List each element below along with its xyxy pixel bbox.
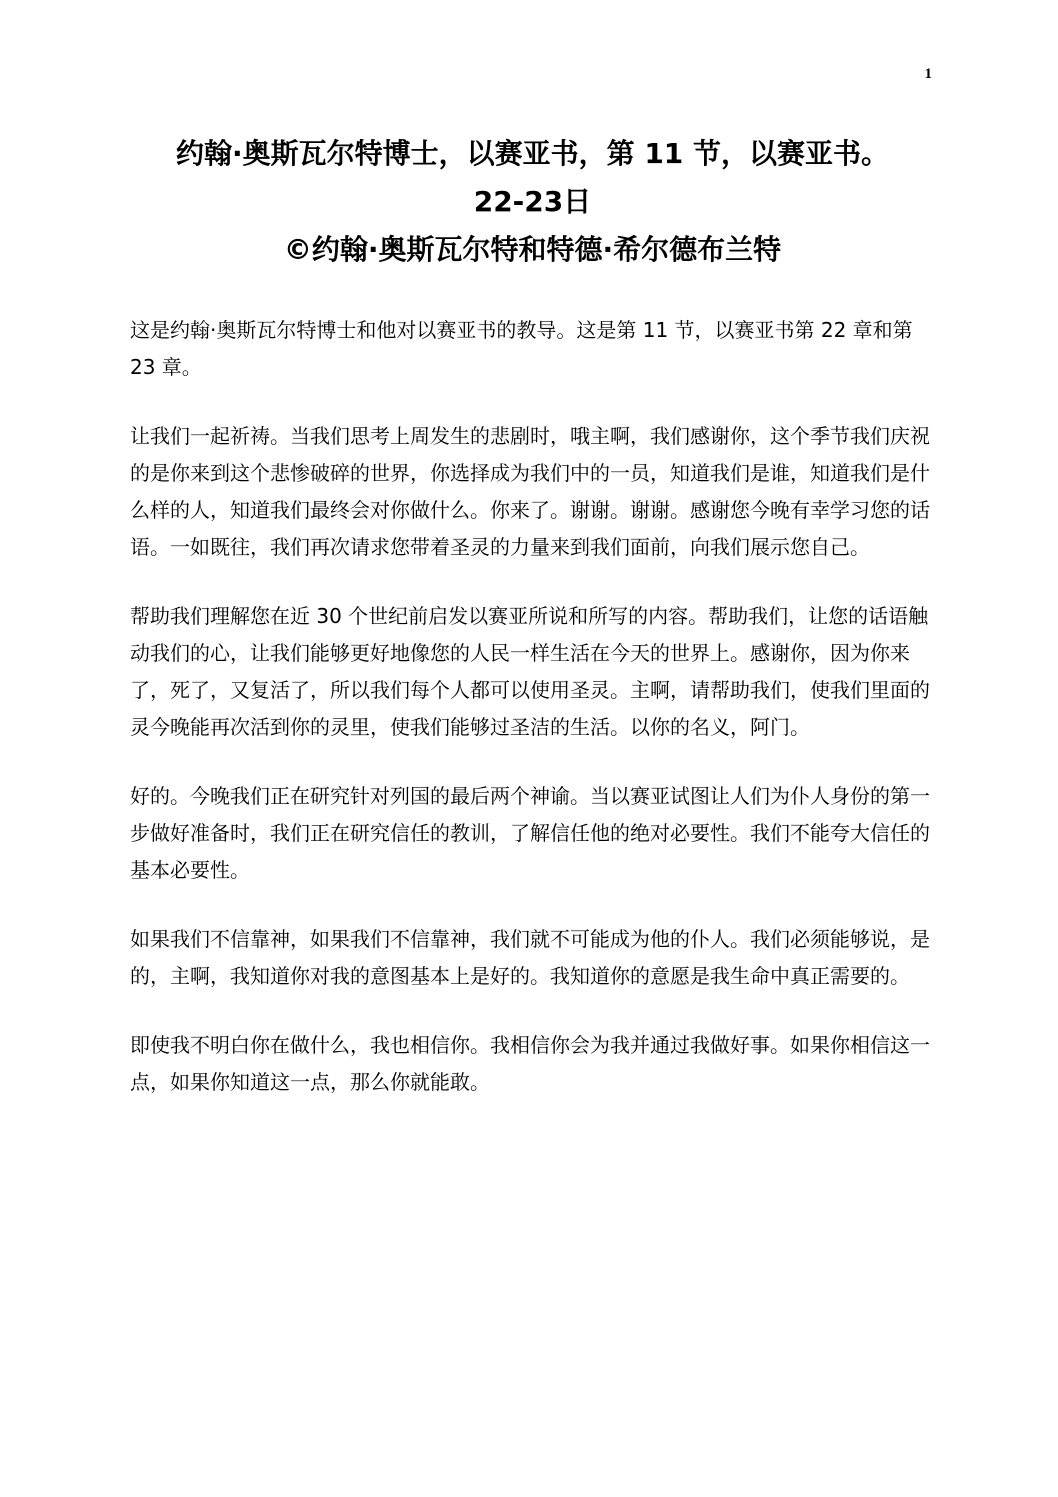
document-title <box>110 130 955 274</box>
paragraph-4: 好的。今晚我们正在研究针对列国的最后两个神谕。当以赛亚试图让人们为仆人身份的第一步做好准备时，我们正在研究信任的教训，了解信任他的绝对必要性。我们不能夸大信任的基本必要性。 <box>130 784 930 882</box>
title-line-2: 22-23日 <box>473 185 592 218</box>
paragraph-3: 帮助我们理解您在近 30 个世纪前启发以赛亚所说和所写的内容。帮助我们，让您的话语触动我们的心，让我们能够更好地像您的人民一样生活在今天的世界上。感谢你，因为你来了，死了，又复活了，所以我们每个人都可以使用圣灵。主啊，请帮助我们，使我们里面的灵今晚能再次活到你的灵里，使我们能够过圣洁的生活。以你的名义，阿门。 <box>130 604 930 739</box>
document-body <box>130 312 930 1133</box>
paragraph-6: 即使我不明白你在做什么，我也相信你。我相信你会为我并通过我做好事。如果你相信这一点，如果你知道这一点，那么你就能敢。 <box>130 1033 930 1094</box>
page-number: 1 <box>924 66 932 82</box>
paragraph-2-prayer: 让我们一起祈祷。当我们思考上周发生的悲剧时，哦主啊，我们感谢你，这个季节我们庆祝的是你来到这个悲惨破碎的世界，你选择成为我们中的一员，知道我们是谁，知道我们是什么样的人，知道我们最终会对你做什么。你来了。谢谢。谢谢。感谢您今晚有幸学习您的话语。一如既往，我们再次请求您带着圣灵的力量来到我们面前，向我们展示您自己。 <box>130 424 930 559</box>
title-line-3-copyright: ©约翰·奥斯瓦尔特和特德·希尔德布兰特 <box>283 233 782 266</box>
title-line-1: 约翰·奥斯瓦尔特博士，以赛亚书，第 11 节，以赛亚书。 <box>175 137 890 170</box>
paragraph-5: 如果我们不信靠神，如果我们不信靠神，我们就不可能成为他的仆人。我们必须能够说，是的，主啊，我知道你对我的意图基本上是好的。我知道你的意愿是我生命中真正需要的。 <box>130 927 930 988</box>
paragraph-1: 这是约翰·奥斯瓦尔特博士和他对以赛亚书的教导。这是第 11 节，以赛亚书第 22 章和第 23 章。 <box>130 318 913 379</box>
